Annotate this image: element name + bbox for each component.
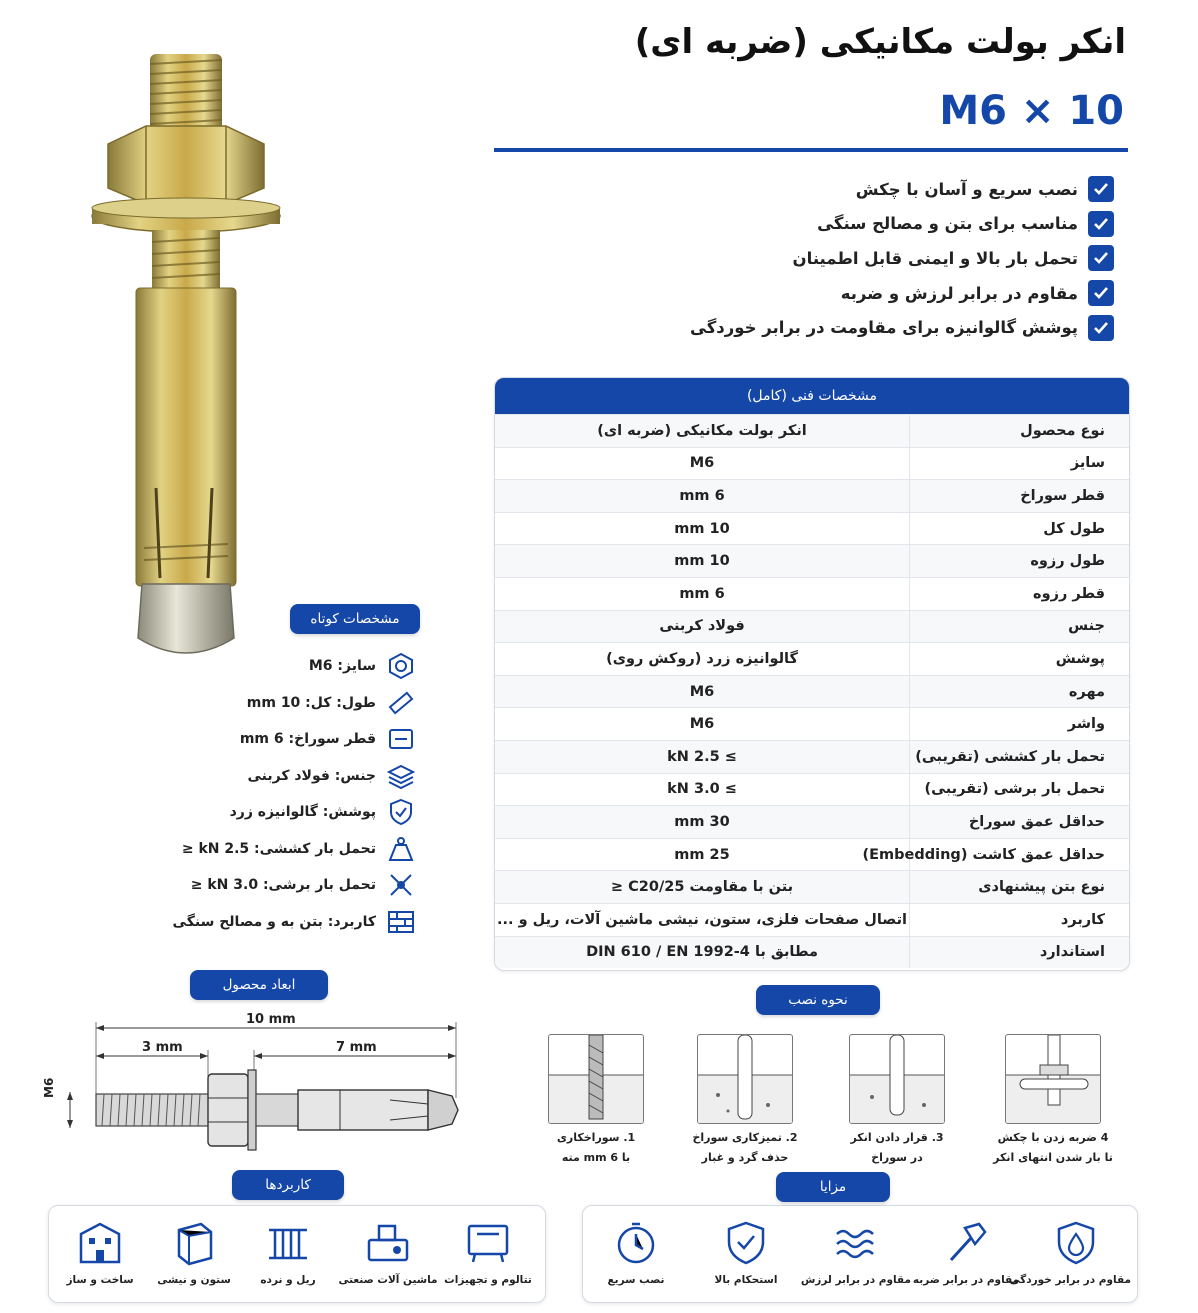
spec-label: طول رزوه [909, 545, 1129, 577]
checkbox-icon [1088, 176, 1114, 202]
spec-value: M6 [689, 716, 715, 733]
spec-row [495, 936, 1129, 969]
ruler-icon [386, 688, 416, 718]
spec-row [495, 805, 1129, 838]
feature-list [690, 172, 1114, 345]
building-icon [77, 1220, 123, 1266]
checkbox-icon [1088, 280, 1114, 306]
hexagon-icon [386, 651, 416, 681]
spec-row [495, 903, 1129, 936]
advantages-title: مزایا [776, 1172, 890, 1202]
advantage-item: مقاوم در برابر خوردگی [1021, 1220, 1131, 1286]
install-step-2-caption: 2. تمیزکاری سوراخ حذف گرد و غبار [692, 1131, 798, 1164]
install-step-4-image [1005, 1034, 1101, 1124]
machine-icon [365, 1220, 411, 1266]
spec-row [495, 577, 1129, 610]
spec-label: نوع محصول [909, 415, 1129, 447]
spec-row [495, 773, 1129, 806]
shield-check-icon [386, 797, 416, 827]
application-item: تتالوم و تجهیزات [433, 1220, 543, 1286]
spec-value: انکر بولت مکانیکی (ضربه ای) [597, 422, 807, 439]
applications-title: کاربردها [232, 1170, 344, 1200]
advantage-item: مقاوم در برابر ضربه [911, 1220, 1021, 1286]
spec-row [495, 414, 1129, 447]
checkbox-icon [1088, 245, 1114, 271]
spec-value: اتصال صفحات فلزی، ستون، نیشی ماشین آلات، ریل و ... [497, 911, 908, 928]
specs-table-header: مشخصات فنی (کامل) [495, 378, 1129, 414]
install-step-1-image [548, 1034, 644, 1124]
spec-row [495, 544, 1129, 577]
brick-wall-icon [386, 907, 416, 937]
application-item: ساخت و ساز [45, 1220, 155, 1286]
spec-value: 10 mm [674, 520, 730, 537]
feature-item: پوشش گالوانیزه برای مقاومت در برابر خوردگی [690, 310, 1114, 345]
checkbox-icon [1088, 211, 1114, 237]
specs-table-body [495, 414, 1129, 968]
spec-row [495, 838, 1129, 871]
spec-value: بتن با مقاومت C20/25 ≤ [610, 879, 794, 896]
equipment-icon [465, 1220, 511, 1266]
spec-row [495, 642, 1129, 675]
spec-label: جنس [909, 611, 1129, 643]
install-step-2-image [697, 1034, 793, 1124]
hammer-icon [943, 1220, 989, 1266]
vibration-icon [833, 1220, 879, 1266]
spec-label: سایز [909, 448, 1129, 480]
short-spec-item: پوشش: گالوانیزه زرد [156, 794, 416, 831]
spec-value: 30 mm [674, 813, 730, 830]
shield-icon [723, 1220, 769, 1266]
advantage-item: مقاوم در برابر لرزش [801, 1220, 911, 1286]
spec-label: استاندارد [909, 937, 1129, 969]
dimension-drawing [40, 1010, 480, 1160]
hole-diameter-icon [386, 724, 416, 754]
product-image [86, 48, 286, 660]
spec-label: تحمل بار کششی (تقریبی) [909, 741, 1129, 773]
short-spec-item: جنس: فولاد کربنی [156, 758, 416, 795]
dimension-left: 3 mm [142, 1040, 183, 1055]
layers-icon [386, 761, 416, 791]
dimensions-title: ابعاد محصول [190, 970, 328, 1000]
feature-item: تحمل بار بالا و ایمنی قابل اطمینان [690, 241, 1114, 276]
short-spec-item: قطر سوراخ: 6 mm [156, 721, 416, 758]
dimension-total: 10 mm [246, 1012, 296, 1027]
column-icon [171, 1220, 217, 1266]
spec-row [495, 447, 1129, 480]
weight-icon [386, 834, 416, 864]
short-spec-item: طول: کل: 10 mm [156, 685, 416, 722]
spec-value: ≥ 3.0 kN [667, 781, 737, 798]
advantages-panel [582, 1205, 1138, 1303]
stopwatch-icon [613, 1220, 659, 1266]
model-size: M6 × 10 [939, 88, 1124, 134]
short-specs-list [156, 648, 416, 940]
spec-value: مطابق با DIN 610 / EN 1992-4 [586, 944, 818, 961]
feature-item: مناسب برای بتن و مصالح سنگی [690, 207, 1114, 242]
short-spec-item: تحمل بار کششی: 2.5 kN ≤ [156, 831, 416, 868]
application-item: ریل و نرده [233, 1220, 343, 1286]
feature-item: نصب سریع و آسان با چکش [690, 172, 1114, 207]
spec-label: پوشش [909, 643, 1129, 675]
short-spec-item: کاربرد: بتن به و مصالح سنگی [156, 904, 416, 941]
spec-row [495, 707, 1129, 740]
checkbox-icon [1088, 315, 1114, 341]
install-step-3-image [849, 1034, 945, 1124]
spec-label: حداقل عمق کاشت (Embedding) [909, 839, 1129, 871]
spec-value: 10 mm [674, 553, 730, 570]
railing-icon [265, 1220, 311, 1266]
spec-value: M6 [689, 683, 715, 700]
water-drop-icon [1053, 1220, 1099, 1266]
shear-arrows-icon [386, 870, 416, 900]
spec-label: حداقل عمق سوراخ [909, 806, 1129, 838]
install-step-4-caption: 4 ضربه زدن با چکش تا بار شدن انتهای انکر [993, 1131, 1113, 1164]
spec-value: M6 [689, 455, 715, 472]
spec-label: نوع بتن پیشنهادی [909, 871, 1129, 903]
dimension-diameter: M6 [42, 1077, 56, 1098]
spec-value: ≥ 2.5 kN [667, 748, 737, 765]
spec-value: 25 mm [674, 846, 730, 863]
short-spec-item: تحمل بار برشی: 3.0 kN ≤ [156, 867, 416, 904]
spec-value: 6 mm [679, 585, 725, 602]
spec-label: تحمل بار برشی (تقریبی) [909, 774, 1129, 806]
application-item: ستون و نیشی [139, 1220, 249, 1286]
spec-label: واشر [909, 708, 1129, 740]
spec-label: کاربرد [909, 904, 1129, 936]
short-spec-item: سایز: M6 [156, 648, 416, 685]
spec-value: 6 mm [679, 487, 725, 504]
applications-panel [48, 1205, 546, 1303]
application-item: ماشین آلات صنعتی [333, 1220, 443, 1286]
advantage-item: نصب سریع [581, 1220, 691, 1286]
spec-label: قطر سوراخ [909, 480, 1129, 512]
advantage-item: استحکام بالا [691, 1220, 801, 1286]
spec-row [495, 512, 1129, 545]
spec-label: طول کل [909, 513, 1129, 545]
spec-row [495, 870, 1129, 903]
dimension-right: 7 mm [336, 1040, 377, 1055]
specs-table [494, 377, 1130, 971]
spec-label: مهره [909, 676, 1129, 708]
spec-row [495, 740, 1129, 773]
page-title: انکر بولت مکانیکی (ضربه ای) [634, 22, 1126, 62]
title-divider [494, 148, 1128, 152]
short-specs-title: مشخصات کوتاه [290, 604, 420, 634]
spec-value: گالوانیزه زرد (روکش روی) [606, 650, 798, 667]
install-step-3-caption: 3. قرار دادن انکر در سوراخ [850, 1131, 944, 1164]
install-title: نحوه نصب [756, 985, 880, 1015]
feature-item: مقاوم در برابر لرزش و ضربه [690, 276, 1114, 311]
spec-row [495, 610, 1129, 643]
spec-row [495, 479, 1129, 512]
install-step-1-caption: 1. سوراخکاری با 6 mm مته [556, 1131, 636, 1164]
spec-label: قطر رزوه [909, 578, 1129, 610]
spec-row [495, 675, 1129, 708]
spec-value: فولاد کربنی [659, 618, 745, 635]
